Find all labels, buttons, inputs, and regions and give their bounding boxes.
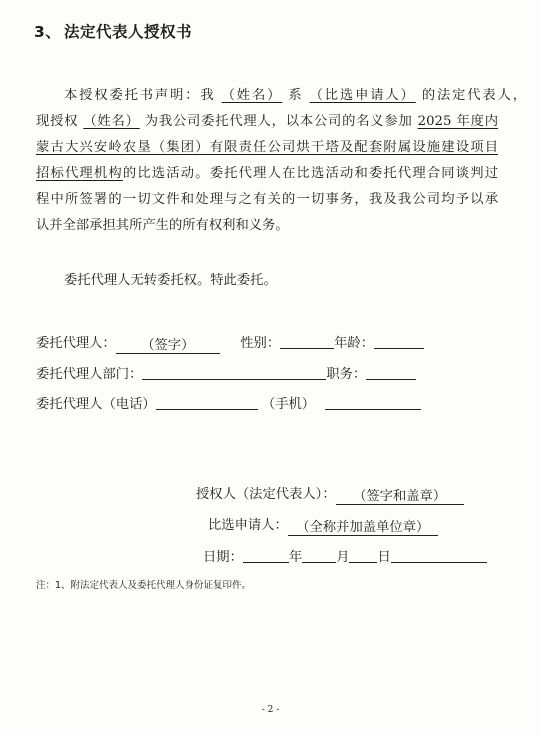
footnote: 注：1、附法定代表人及委托代理人身份证复印件。: [36, 580, 252, 591]
authorizer-label: 授权人（法定代表人）：: [196, 487, 336, 502]
no-subdelegation-clause: 委托代理人无转委托权。特此委托。: [64, 273, 277, 288]
project-name-part-3: 招标代理机构: [36, 166, 123, 181]
project-name-part-1: 2025 年度内: [417, 114, 498, 129]
month-field[interactable]: [302, 548, 336, 563]
year-field[interactable]: [243, 548, 289, 563]
month-label: 月: [336, 550, 350, 565]
position-field[interactable]: [366, 365, 416, 380]
gender-label: 性别：: [240, 336, 281, 351]
mobile-label: （手机）: [261, 397, 316, 412]
authorizer-signature-field[interactable]: （签字和盖章）: [336, 490, 464, 505]
day-label: 日: [377, 550, 391, 565]
decl-line-2: 现授权 （姓名） 为我公司委托代理人，以本公司的名义参加 2025 年度内: [36, 114, 498, 129]
decl-line-5: 程中所签署的一切文件和处理与之有关的一切事务，我及我公司均予以承: [36, 192, 498, 207]
authorizer-row: [196, 486, 464, 505]
age-field[interactable]: [374, 334, 424, 349]
decl-line-6: 认并全部承担其所产生的所有权利和义务。: [36, 218, 289, 233]
decl-line-4: 招标代理机构的比选活动。委托代理人在比选活动和委托代理合同谈判过: [36, 166, 499, 181]
applicant-label: 比选申请人：: [208, 518, 288, 533]
applicant-seal-field[interactable]: （全称并加盖单位章）: [288, 521, 438, 536]
mobile-field[interactable]: [325, 395, 421, 410]
date-extra-field[interactable]: [391, 548, 487, 563]
agent-label: 委托代理人：: [36, 336, 116, 351]
phone-field[interactable]: [156, 395, 258, 410]
phone-row: [36, 395, 421, 414]
agent-row: [36, 334, 424, 354]
date-label: 日期：: [203, 550, 243, 565]
gender-field[interactable]: [280, 334, 334, 349]
day-field[interactable]: [349, 548, 377, 563]
year-label: 年: [288, 550, 303, 565]
department-field[interactable]: [142, 365, 326, 380]
section-heading: [34, 20, 192, 42]
project-name-part-2: 蒙古大兴安岭农垦（集团）有限责任公司烘干塔及配套附属设施建设项目: [36, 140, 498, 155]
legal-rep-name-placeholder: （姓名）: [221, 88, 283, 103]
department-label: 委托代理人部门：: [36, 367, 143, 382]
age-label: 年龄：: [334, 336, 375, 351]
agent-signature-field[interactable]: （签字）: [116, 339, 220, 354]
decl-line-3: [36, 135, 498, 161]
applicant-row: [208, 517, 438, 536]
agent-name-placeholder: （姓名）: [83, 114, 140, 129]
phone-label: 委托代理人（电话）: [36, 397, 156, 412]
position-label: 职务：: [326, 367, 367, 382]
section-number: 3、: [34, 23, 62, 41]
decl-line-1: 本授权委托书声明：我 （姓名） 系 （比选申请人） 的法定代表人，: [64, 88, 527, 103]
applicant-placeholder: （比选申请人）: [309, 88, 416, 103]
page-number: - 2 -: [261, 705, 280, 715]
date-row: [203, 548, 487, 567]
department-row: [36, 365, 416, 384]
section-title: 法定代表人授权书: [64, 23, 193, 41]
